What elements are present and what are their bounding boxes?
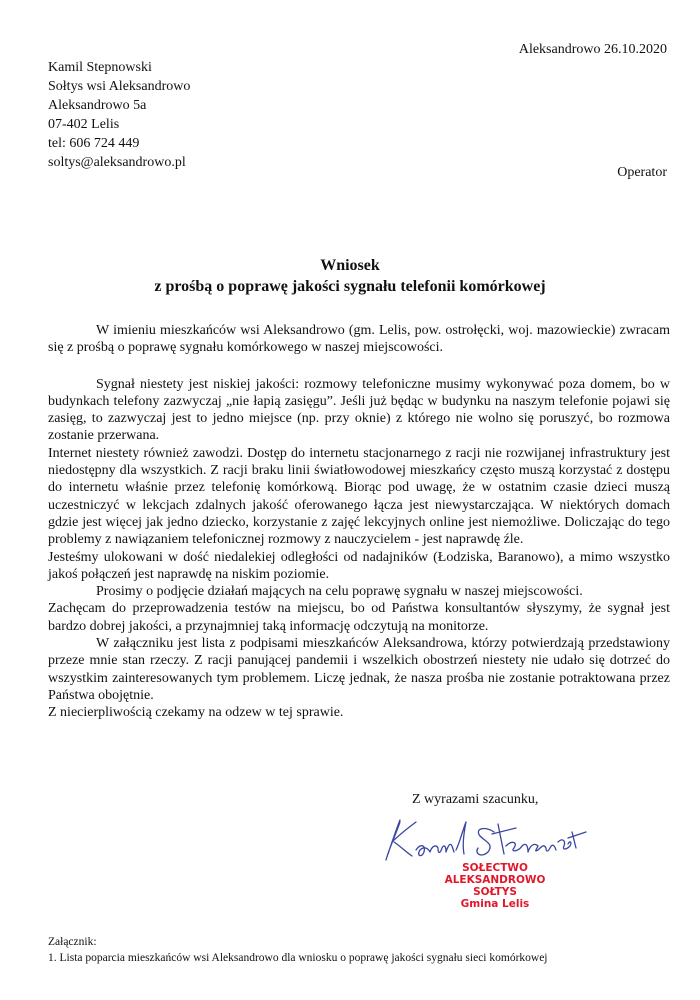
stamp-line-1: SOŁECTWO: [462, 862, 528, 874]
body-paragraph-7: W załączniku jest lista z podpisami mieszkańców Aleksandrowa, którzy potwierdzają przedstawiony przeze mnie stan rzeczy. Z racji panującej pandemii i wszelkich obostrzeń niestety nie udało się dotrzeć do wszystkim zainteresowanych tym problemem. Liczę jednak, że nasza prośba nie zostanie potraktowana przez Państwa obojętnie.: [48, 636, 670, 703]
attachment-section: [48, 934, 548, 966]
body-paragraph-2: Sygnał niestety jest niskiej jakości: rozmowy telefoniczne musimy wykonywać poza domem, bo w budynkach telefony zazwyczaj „nie łapią zasięgu”. Jeśli już będąc w budynku na naszym telefonie pojawi się zasięg, to zazwyczaj jest to jedno miejsce (np. przy oknie) z którego nie wolno się poruszyć, bo rozmowa zostanie przerwana.: [48, 376, 670, 444]
document-title: [0, 255, 700, 297]
body-paragraph-1: W imieniu mieszkańców wsi Aleksandrowo (gm. Lelis, pow. ostrołęcki, woj. mazowieckie) zwracam się z prośbą o poprawę sygnału komórkowego w naszej miejscowości.: [48, 323, 670, 356]
recipient: Operator: [617, 165, 667, 180]
title-line-2: z prośbą o poprawę jakości sygnału telefonii komórkowej: [154, 278, 546, 295]
sender-title: Sołtys wsi Aleksandrowo: [48, 79, 191, 94]
stamp-line-3: SOŁTYS: [473, 886, 517, 898]
official-stamp: [440, 862, 550, 910]
sender-email: soltys@aleksandrowo.pl: [48, 155, 186, 170]
title-line-1: Wniosek: [320, 257, 380, 274]
stamp-line-2: ALEKSANDROWO: [444, 874, 546, 886]
body-paragraph-4: Jesteśmy ulokowani w dość niedalekiej odległości od nadajników (Łodziska, Baranowo), a mimo wszystko jakoś połączeń jest naprawdę na niskim poziomie.: [48, 549, 670, 582]
closing-phrase: Z wyrazami szacunku,: [412, 792, 539, 807]
letter-date: Aleksandrowo 26.10.2020: [518, 42, 667, 57]
body-paragraph-3: Internet niestety również zawodzi. Dostęp do internetu stacjonarnego z racji nie rozwijanej infrastruktury jest niedostępny dla wszystkich. Z racji braku linii światłowodowej mieszkańcy często muszą korzystać z dostępu do internetu właśnie przez telefonię komórkową. Biorąc pod uwagę, że w ostatnim czasie dzieci muszą uczestniczyć w lekcjach zdalnych jakość oferowanego łącza jest niewystarczająca. W niektórych domach gdzie jest więcej jak jedno dziecko, korzystanie z zajęć lekcyjnych online jest niemożliwe. Doliczając do tego problemy z nawiązaniem telefonicznej rozmowy z nauczycielem - jest naprawdę źle.: [48, 445, 670, 548]
body-paragraph-8: Z niecierpliwością czekamy na odzew w tej sprawie.: [48, 705, 344, 721]
sender-postal: 07-402 Lelis: [48, 117, 120, 132]
attachment-label: Załącznik:: [48, 936, 97, 948]
body-paragraph-6: Zachęcam do przeprowadzenia testów na miejscu, bo od Państwa konsultantów słyszymy, że sygnał jest bardzo dobrej jakości, a przynajmniej taką informację odczytują na monitorze.: [48, 601, 670, 634]
body-paragraph-5: Prosimy o podjęcie działań mających na celu poprawę sygnału w naszej miejscowości.: [96, 584, 583, 600]
sender-name: Kamil Stepnowski: [48, 60, 152, 75]
letter-body: [48, 322, 670, 722]
sender-phone: tel: 606 724 449: [48, 136, 140, 151]
sender-block: [48, 58, 190, 172]
stamp-line-4: Gmina Lelis: [460, 898, 530, 910]
attachment-item: 1. Lista poparcia mieszkańców wsi Aleksandrowo dla wniosku o poprawę jakości sygnału sieci komórkowej: [48, 952, 548, 964]
sender-street: Aleksandrowo 5a: [48, 98, 147, 113]
